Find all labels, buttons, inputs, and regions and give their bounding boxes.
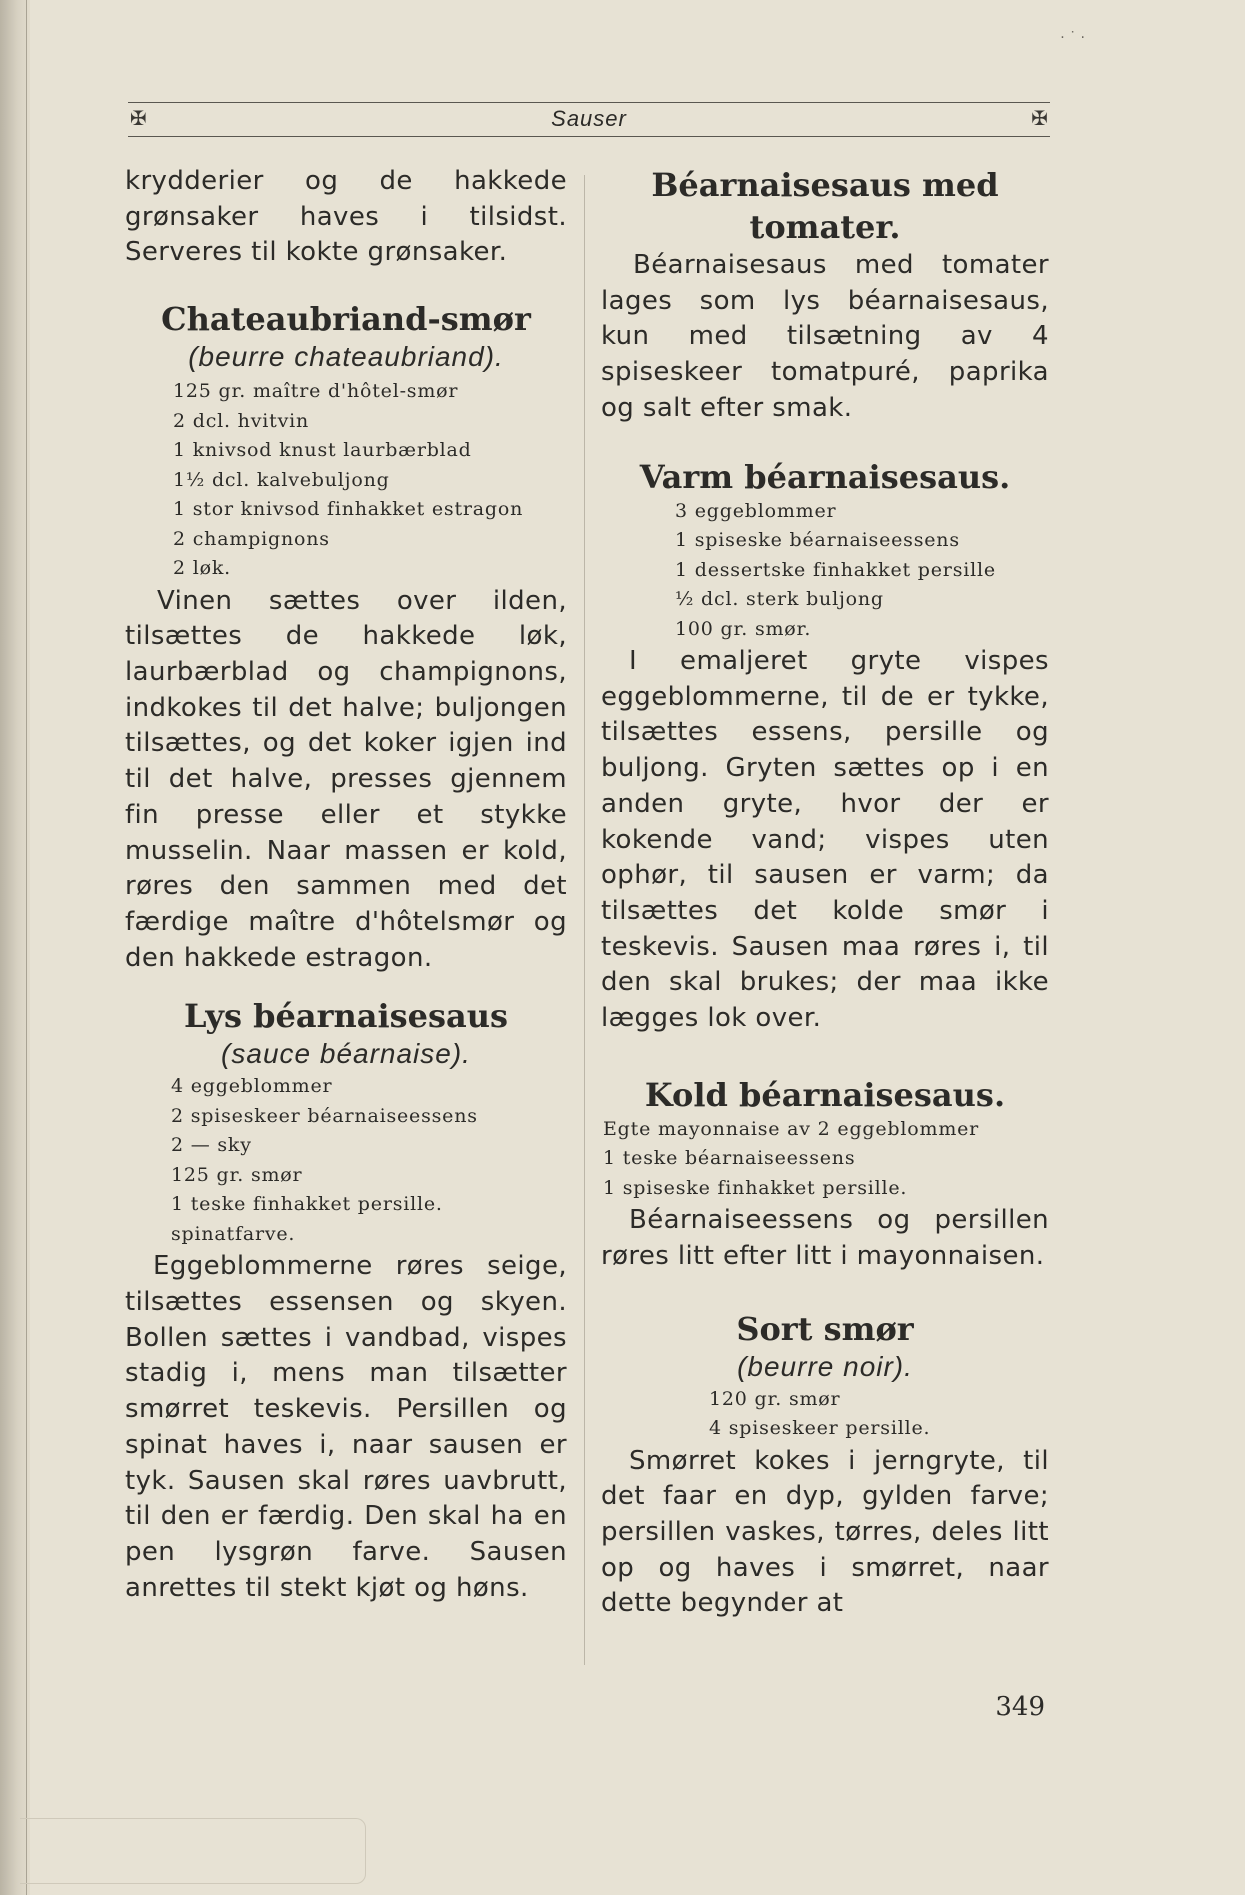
intro-paragraph: krydderier og de hakkede grønsaker haves i tilsidst. Serveres til kokte grønsaker. xyxy=(125,166,567,268)
ingredient-item: 3 eggeblommer xyxy=(675,499,837,522)
header-rule-top xyxy=(128,102,1050,103)
ingredient-item: 1 teske béarnaiseessens xyxy=(603,1147,856,1170)
ingredient-list-lys xyxy=(125,1072,567,1249)
ingredient-list-chateaubriand xyxy=(125,377,567,584)
header-title: Sauser xyxy=(551,106,627,131)
header-rule-bottom xyxy=(128,136,1050,137)
ingredient-item: 1 teske finhakket persille. xyxy=(171,1193,443,1216)
ingredient-item: spinatfarve. xyxy=(171,1222,296,1245)
ingredient-item: 125 gr. maître d'hôtel-smør xyxy=(173,380,459,403)
recipe-text-tomater: Béarnaisesaus med tomater lages som lys béarnaisesaus, kun med tilsætning av 4 spiseskeer tomatpuré, paprika og salt efter smak. xyxy=(601,250,1049,423)
ingredient-item: 4 spiseskeer persille. xyxy=(709,1417,931,1440)
ingredient-list-sort xyxy=(601,1385,1049,1444)
recipe-title-tomater: Béarnaisesaus med tomater. xyxy=(651,166,999,246)
recipe-title-chateaubriand: Chateaubriand-smør xyxy=(161,300,531,339)
ingredient-item: 2 løk. xyxy=(173,557,231,580)
ingredient-item: 1 dessertske finhakket persille xyxy=(675,558,996,581)
left-column xyxy=(125,164,567,1606)
ingredient-item: Egte mayonnaise av 2 eggeblommer xyxy=(603,1117,980,1140)
ingredient-list-varm xyxy=(601,497,1049,645)
ingredient-item: ½ dcl. sterk buljong xyxy=(675,588,884,611)
ingredient-item: 1 spiseske béarnaiseessens xyxy=(675,529,960,552)
page-number: 349 xyxy=(995,1692,1045,1722)
running-header xyxy=(128,100,1050,138)
ingredient-item: 2 — sky xyxy=(171,1134,252,1157)
recipe-title-kold: Kold béarnaisesaus. xyxy=(644,1075,1006,1114)
ingredient-item: 2 spiseskeer béarnaiseessens xyxy=(171,1104,478,1127)
recipe-text-chateaubriand: Vinen sættes over ilden, tilsættes de hakkede løk, laurbærblad og champignons, indkokes til det halve; buljongen tilsættes, og det koker igjen ind til det halve, presses gjennem fin presse eller et stykke musselin. Naar massen er kold, røres den sammen med det færdige maître d'hôtelsmør og den hakkede estragon. xyxy=(125,585,567,973)
paper-specks: · ˙ · xyxy=(1060,30,1085,46)
recipe-text-kold: Béarnaiseessens og persillen røres litt efter litt i mayonnaisen. xyxy=(601,1205,1049,1271)
ingredient-item: 1½ dcl. kalvebuljong xyxy=(173,468,390,491)
ingredient-item: 1 spiseske finhakket persille. xyxy=(603,1176,908,1199)
ingredient-item: 125 gr. smør xyxy=(171,1163,303,1186)
ingredient-item: 100 gr. smør. xyxy=(675,617,812,640)
ingredient-item: 2 dcl. hvitvin xyxy=(173,409,310,432)
ornament-icon: ✠ xyxy=(130,106,147,130)
column-divider xyxy=(584,175,585,1665)
recipe-subtitle-chateaubriand: (beurre chateaubriand). xyxy=(188,341,504,373)
ingredient-item: 1 stor knivsod finhakket estragon xyxy=(173,498,524,521)
recipe-text-varm: I emaljeret gryte vispes eggeblommerne, til de er tykke, tilsættes essens, persille og buljong. Gryten sættes op i en anden gryte, hvor der er kokende vand; vispes uten ophør, til sausen er varm; da tilsættes det kolde smør i teskevis. Sausen maa røres i, til den skal brukes; der maa ikke lægges lok over. xyxy=(601,646,1049,1034)
recipe-subtitle-lys: (sauce béarnaise). xyxy=(221,1038,471,1070)
recipe-title-lys: Lys béarnaisesaus xyxy=(184,997,508,1036)
ornament-icon: ✠ xyxy=(1031,106,1048,130)
recipe-title-sort: Sort smør xyxy=(736,1309,914,1348)
right-column xyxy=(601,164,1049,1622)
recipe-text-lys: Eggeblommerne røres seige, tilsættes essensen og skyen. Bollen sættes i vandbad, vispes stadig i, mens man tilsætter smørret teskevis. Persillen og spinat haves i, naar sausen er tyk. Sausen skal røres uavbrutt, til den er færdig. Den skal ha en pen lysgrøn farve. Sausen anrettes til stekt kjøt og høns. xyxy=(125,1251,567,1603)
ingredient-item: 1 knivsod knust laurbærblad xyxy=(173,439,472,462)
ingredient-list-kold xyxy=(601,1115,1049,1204)
bookmark-tab-outline xyxy=(20,1818,366,1884)
recipe-title-varm: Varm béarnaisesaus. xyxy=(639,457,1011,496)
ingredient-item: 4 eggeblommer xyxy=(171,1075,333,1098)
ingredient-item: 2 champignons xyxy=(173,527,330,550)
recipe-text-sort: Smørret kokes i jerngryte, til det faar en dyp, gylden farve; persillen vaskes, tørres, deles litt op og haves i smørret, naar dette begynder at xyxy=(601,1445,1049,1619)
ingredient-item: 120 gr. smør xyxy=(709,1387,841,1410)
recipe-subtitle-sort: (beurre noir). xyxy=(737,1350,913,1382)
